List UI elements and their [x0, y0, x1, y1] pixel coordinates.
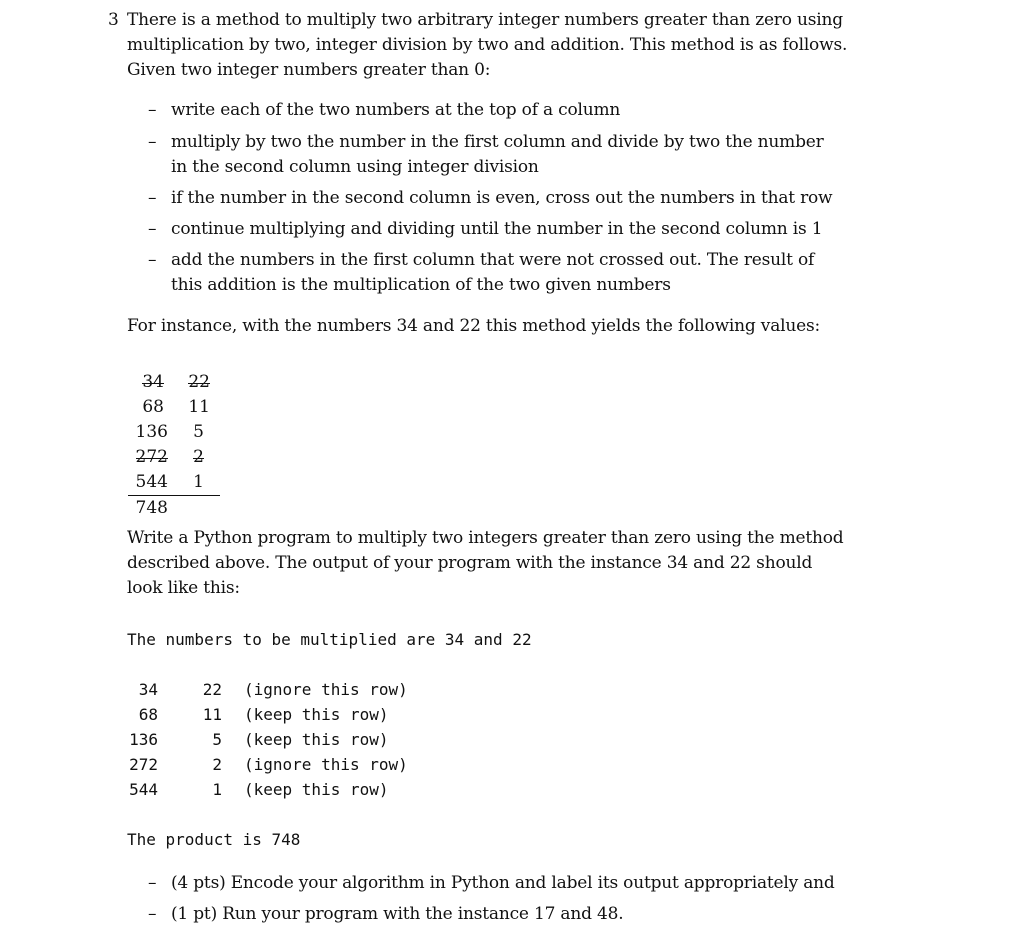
deliverable-item: (4 pts) Encode your algorithm in Python and label its output appropriately and — [171, 873, 835, 893]
deliverable-item: (1 pt) Run your program with the instance 17 and 48. — [171, 904, 624, 924]
task-line: look like this: — [127, 578, 240, 598]
table-cell-a: 34 — [142, 372, 164, 392]
step-item: continue multiplying and dividing until the number in the second column is 1 — [171, 219, 823, 239]
table-cell-b: 1 — [193, 472, 204, 492]
intro-line: multiplication by two, integer division by two and addition. This method is as follows. — [127, 35, 848, 55]
sum-rule — [128, 495, 220, 496]
output-note: (ignore this row) — [244, 755, 408, 774]
output-product: The product is 748 — [127, 830, 301, 849]
output-header: The numbers to be multiplied are 34 and 22 — [127, 630, 532, 649]
output-cell-b: 22 — [202, 680, 222, 699]
list-bullet: – — [148, 250, 157, 270]
table-cell-a: 544 — [135, 472, 168, 492]
table-cell-b: 11 — [188, 397, 210, 417]
step-item-continuation: in the second column using integer division — [171, 157, 539, 177]
output-note: (keep this row) — [244, 730, 389, 749]
output-cell-a: 544 — [129, 780, 158, 799]
output-cell-a: 68 — [138, 705, 158, 724]
task-line: Write a Python program to multiply two integers greater than zero using the method — [127, 528, 844, 548]
step-item: multiply by two the number in the first column and divide by two the number — [171, 132, 824, 152]
intro-line: Given two integer numbers greater than 0: — [127, 60, 491, 80]
table-cell-a: 136 — [135, 422, 168, 442]
list-bullet: – — [148, 219, 157, 239]
instance-text: For instance, with the numbers 34 and 22 this method yields the following values: — [127, 316, 821, 336]
step-item: if the number in the second column is even, cross out the numbers in that row — [171, 188, 833, 208]
output-cell-a: 136 — [129, 730, 158, 749]
output-cell-b: 2 — [212, 755, 222, 774]
table-total: 748 — [135, 498, 168, 518]
table-cell-b: 22 — [188, 372, 210, 392]
list-bullet: – — [148, 873, 157, 893]
table-cell-a: 68 — [142, 397, 164, 417]
output-note: (keep this row) — [244, 780, 389, 799]
output-note: (ignore this row) — [244, 680, 408, 699]
table-cell-b: 2 — [193, 447, 204, 467]
step-item-continuation: this addition is the multiplication of the two given numbers — [171, 275, 671, 295]
output-cell-b: 1 — [212, 780, 222, 799]
list-bullet: – — [148, 188, 157, 208]
list-bullet: – — [148, 132, 157, 152]
output-note: (keep this row) — [244, 705, 389, 724]
output-cell-a: 34 — [138, 680, 158, 699]
intro-line: There is a method to multiply two arbitrary integer numbers greater than zero using — [127, 10, 843, 30]
output-cell-a: 272 — [129, 755, 158, 774]
list-bullet: – — [148, 100, 157, 120]
table-cell-a: 272 — [135, 447, 168, 467]
step-item: add the numbers in the first column that were not crossed out. The result of — [171, 250, 815, 270]
step-item: write each of the two numbers at the top of a column — [171, 100, 621, 120]
task-line: described above. The output of your program with the instance 34 and 22 should — [127, 553, 813, 573]
table-cell-b: 5 — [193, 422, 204, 442]
output-cell-b: 5 — [212, 730, 222, 749]
problem-number: 3 — [108, 10, 119, 30]
list-bullet: – — [148, 904, 157, 924]
output-cell-b: 11 — [202, 705, 222, 724]
